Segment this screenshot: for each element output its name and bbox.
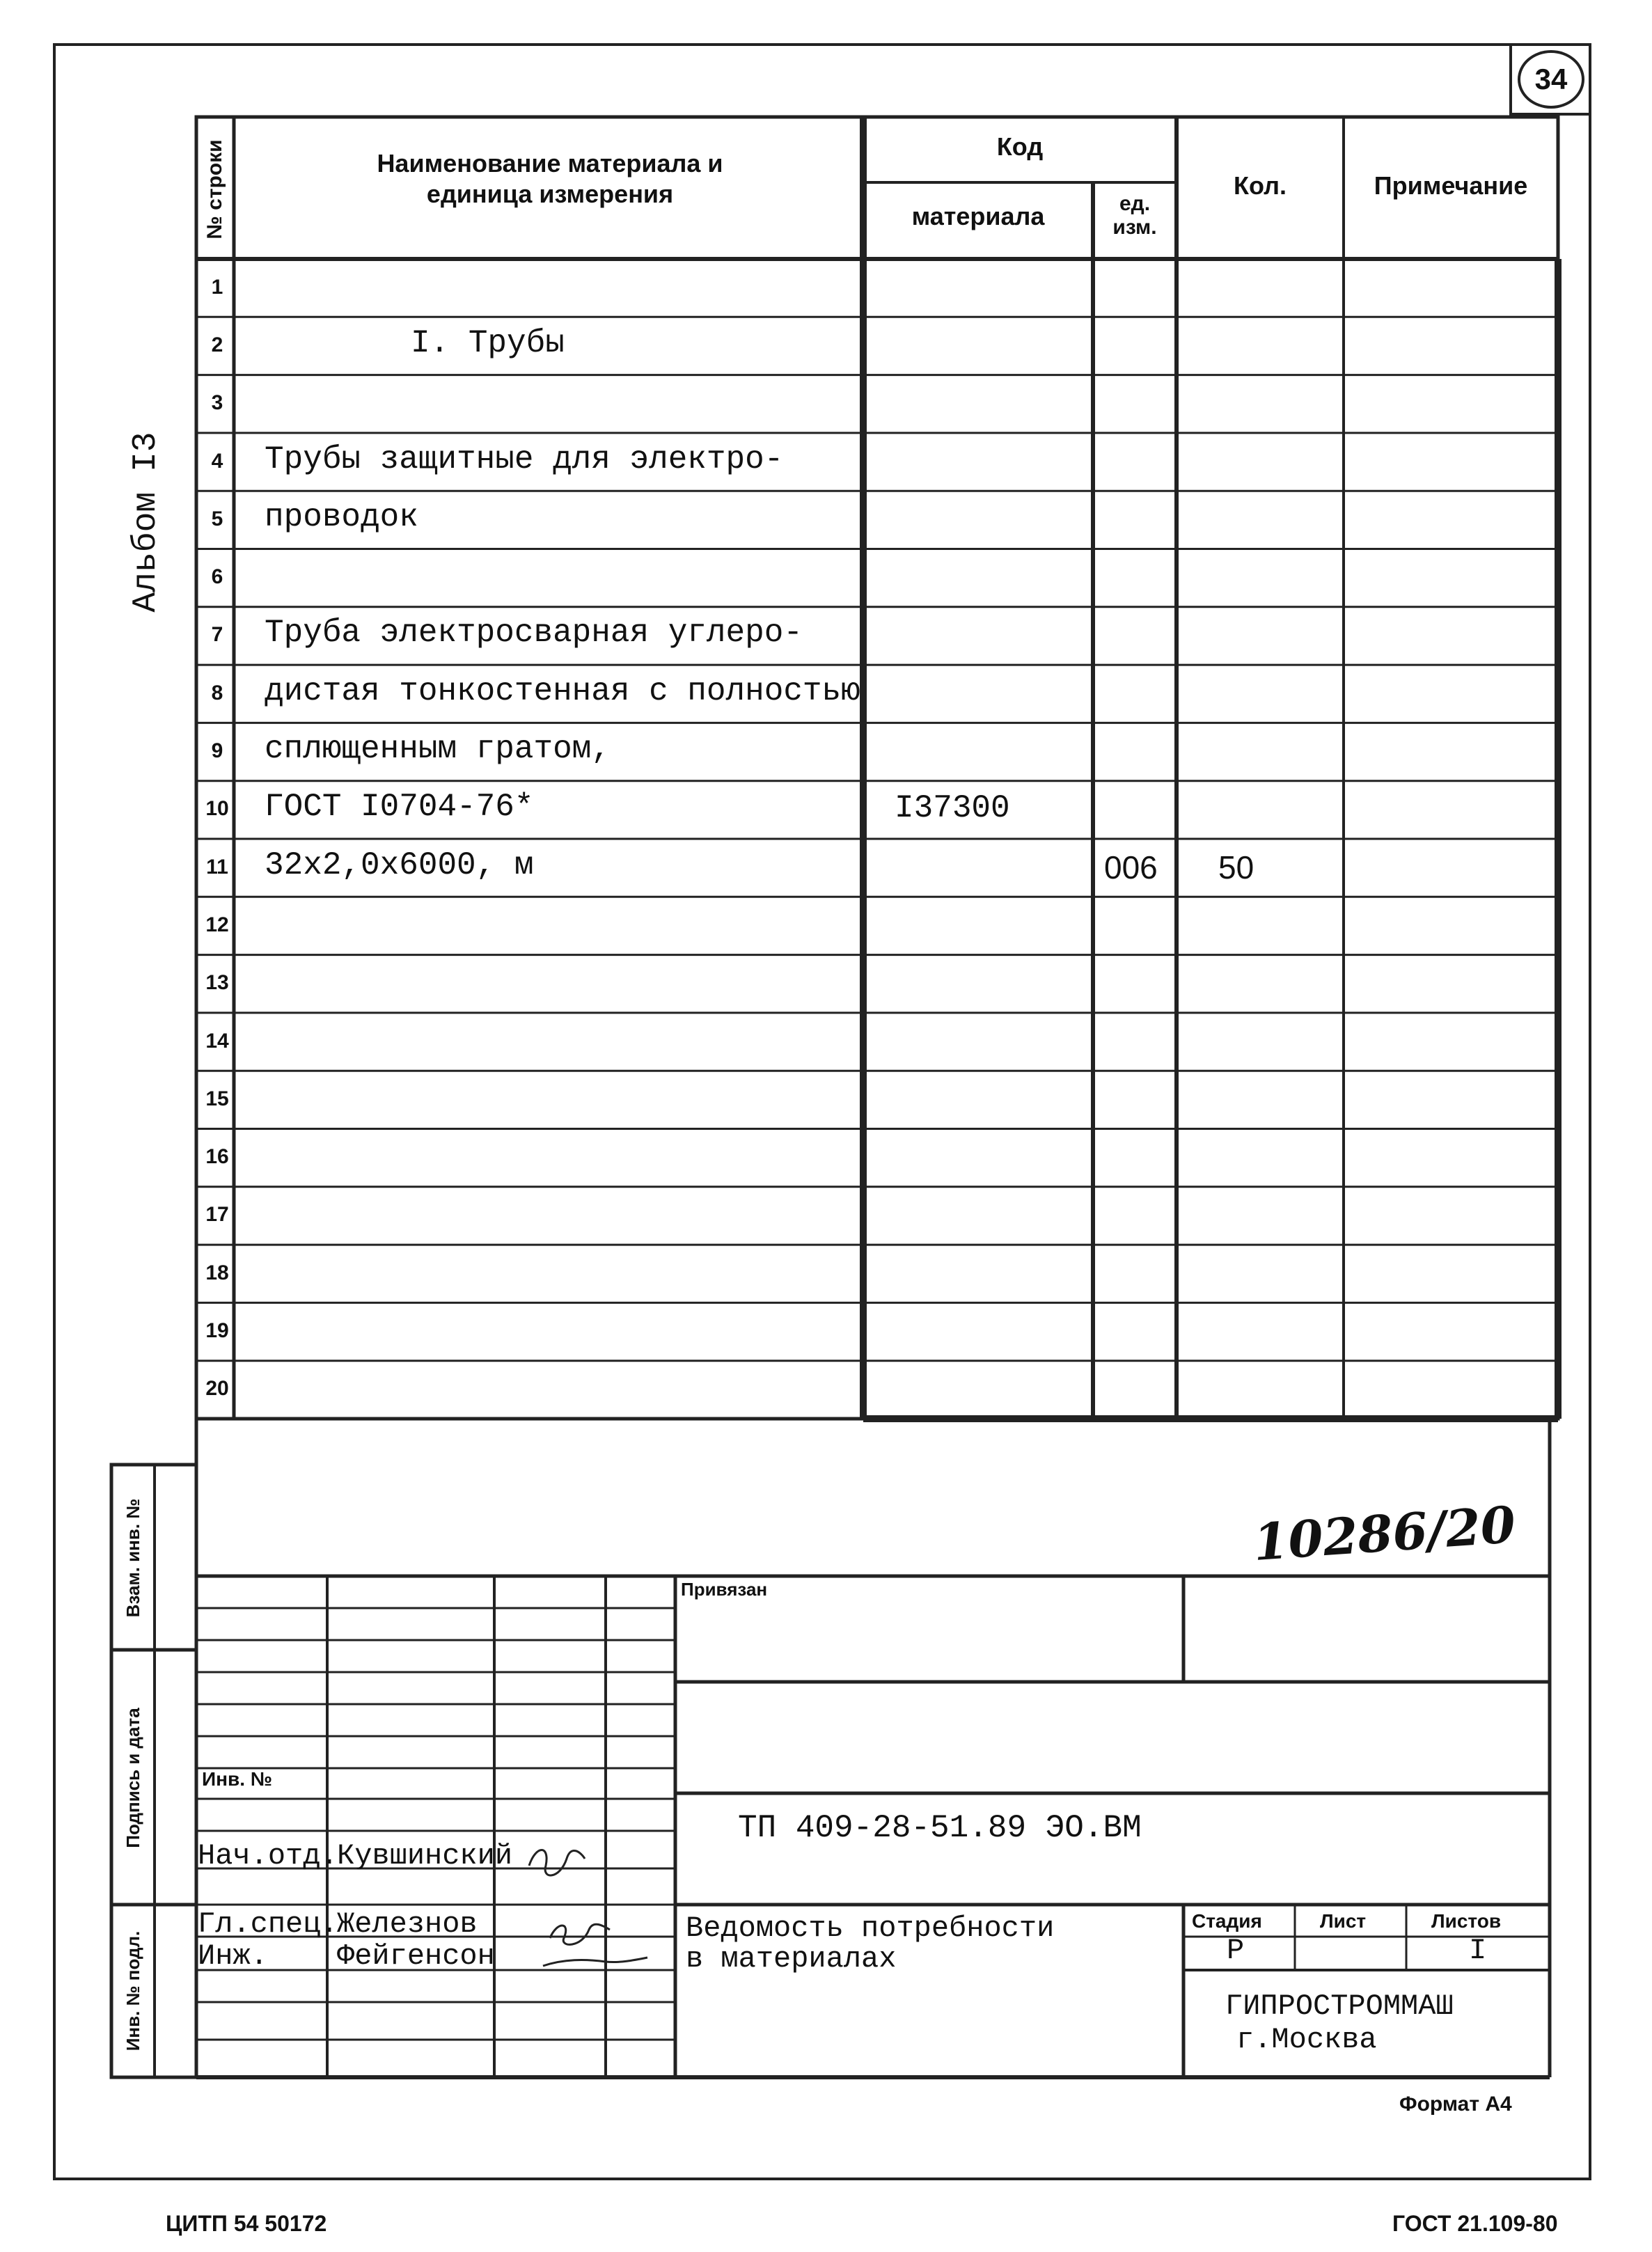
row-material-code: I37300 [895,790,1010,827]
row-name: I. Трубы [411,324,565,361]
header-qty: Кол. [1234,171,1287,200]
footer-right: ГОСТ 21.109-80 [1392,2211,1558,2236]
row-name: Трубы защитные для электро- [265,441,784,478]
side-label-vzam: Взам. инв. № [123,1498,143,1618]
header-name-line1: Наименование материала и [377,149,723,178]
side-label-inv: Инв. № подл. [123,1930,143,2052]
row-number: 11 [206,855,228,879]
row-quantity: 50 [1218,849,1254,885]
org-name: ГИПРОСТРОММАШ [1225,1990,1454,2023]
signer-name-2: Железнов [337,1907,478,1941]
signer-role-2: Гл.спец. [198,1907,338,1941]
row-name: Труба электросварная углеро- [265,615,803,652]
album-label: Альбом I3 [127,432,165,613]
row-unit-code: 006 [1104,849,1158,885]
row-name: дистая тонкостенная с полностью [265,672,860,709]
row-number: 15 [205,1087,229,1110]
row-number: 9 [211,739,223,763]
header-code: Код [996,132,1044,161]
row-number: 17 [205,1203,229,1227]
row-number: 5 [211,507,223,530]
row-number: 13 [205,971,229,995]
row-number: 1 [211,275,223,299]
side-label-podpis: Подпись и дата [123,1708,143,1848]
header-row-no: № строки [203,139,226,239]
header-unit-line2: изм. [1112,216,1157,239]
row-number: 20 [205,1377,229,1401]
signer-role-3: Инж. [198,1939,268,1973]
row-number: 8 [211,681,223,704]
row-number: 10 [205,797,229,821]
header-note: Примечание [1374,171,1528,200]
row-name: 32х2,0х6000, м [265,847,534,883]
label-sheet: Лист [1320,1910,1367,1932]
signer-name-1: Кувшинский [337,1839,513,1873]
header-unit-line1: ед. [1119,192,1151,215]
row-number: 16 [205,1145,229,1169]
header-material: материала [911,202,1045,230]
row-name: проводок [265,498,418,535]
label-inv-no: Инв. № [202,1768,273,1790]
handwritten-number: 10286/20 [1251,1494,1518,1573]
row-name: сплющенным гратом, [265,731,611,768]
row-name: ГОСТ I0704-76* [265,789,534,826]
row-number: 18 [205,1261,229,1284]
row-number: 12 [205,913,229,936]
label-privyazan: Привязан [681,1579,768,1600]
footer-left: ЦИТП 54 50172 [166,2211,327,2236]
org-city: г.Москва [1236,2023,1377,2056]
doc-code: ТП 409-28-51.89 ЭО.ВМ [738,1810,1142,1846]
label-stage: Стадия [1192,1910,1262,1932]
row-number: 3 [211,391,223,415]
doc-title-line1: Ведомость потребности [686,1912,1055,1945]
row-number: 19 [205,1319,229,1343]
sheets-value: I [1469,1934,1487,1967]
label-sheets: Листов [1431,1910,1502,1932]
row-number: 2 [211,333,223,356]
header-name-line2: единица измерения [426,180,674,208]
row-number: 6 [211,565,223,589]
format-label: Формат А4 [1399,2093,1512,2116]
signer-role-1: Нач.отд. [198,1839,338,1873]
row-number: 14 [205,1029,229,1053]
row-number: 4 [211,449,223,473]
doc-title-line2: в материалах [686,1942,897,1976]
row-number: 7 [211,623,223,647]
page-number: 34 [1518,50,1584,109]
stage-value: Р [1227,1934,1245,1967]
signer-name-3: Фейгенсон [337,1939,495,1973]
